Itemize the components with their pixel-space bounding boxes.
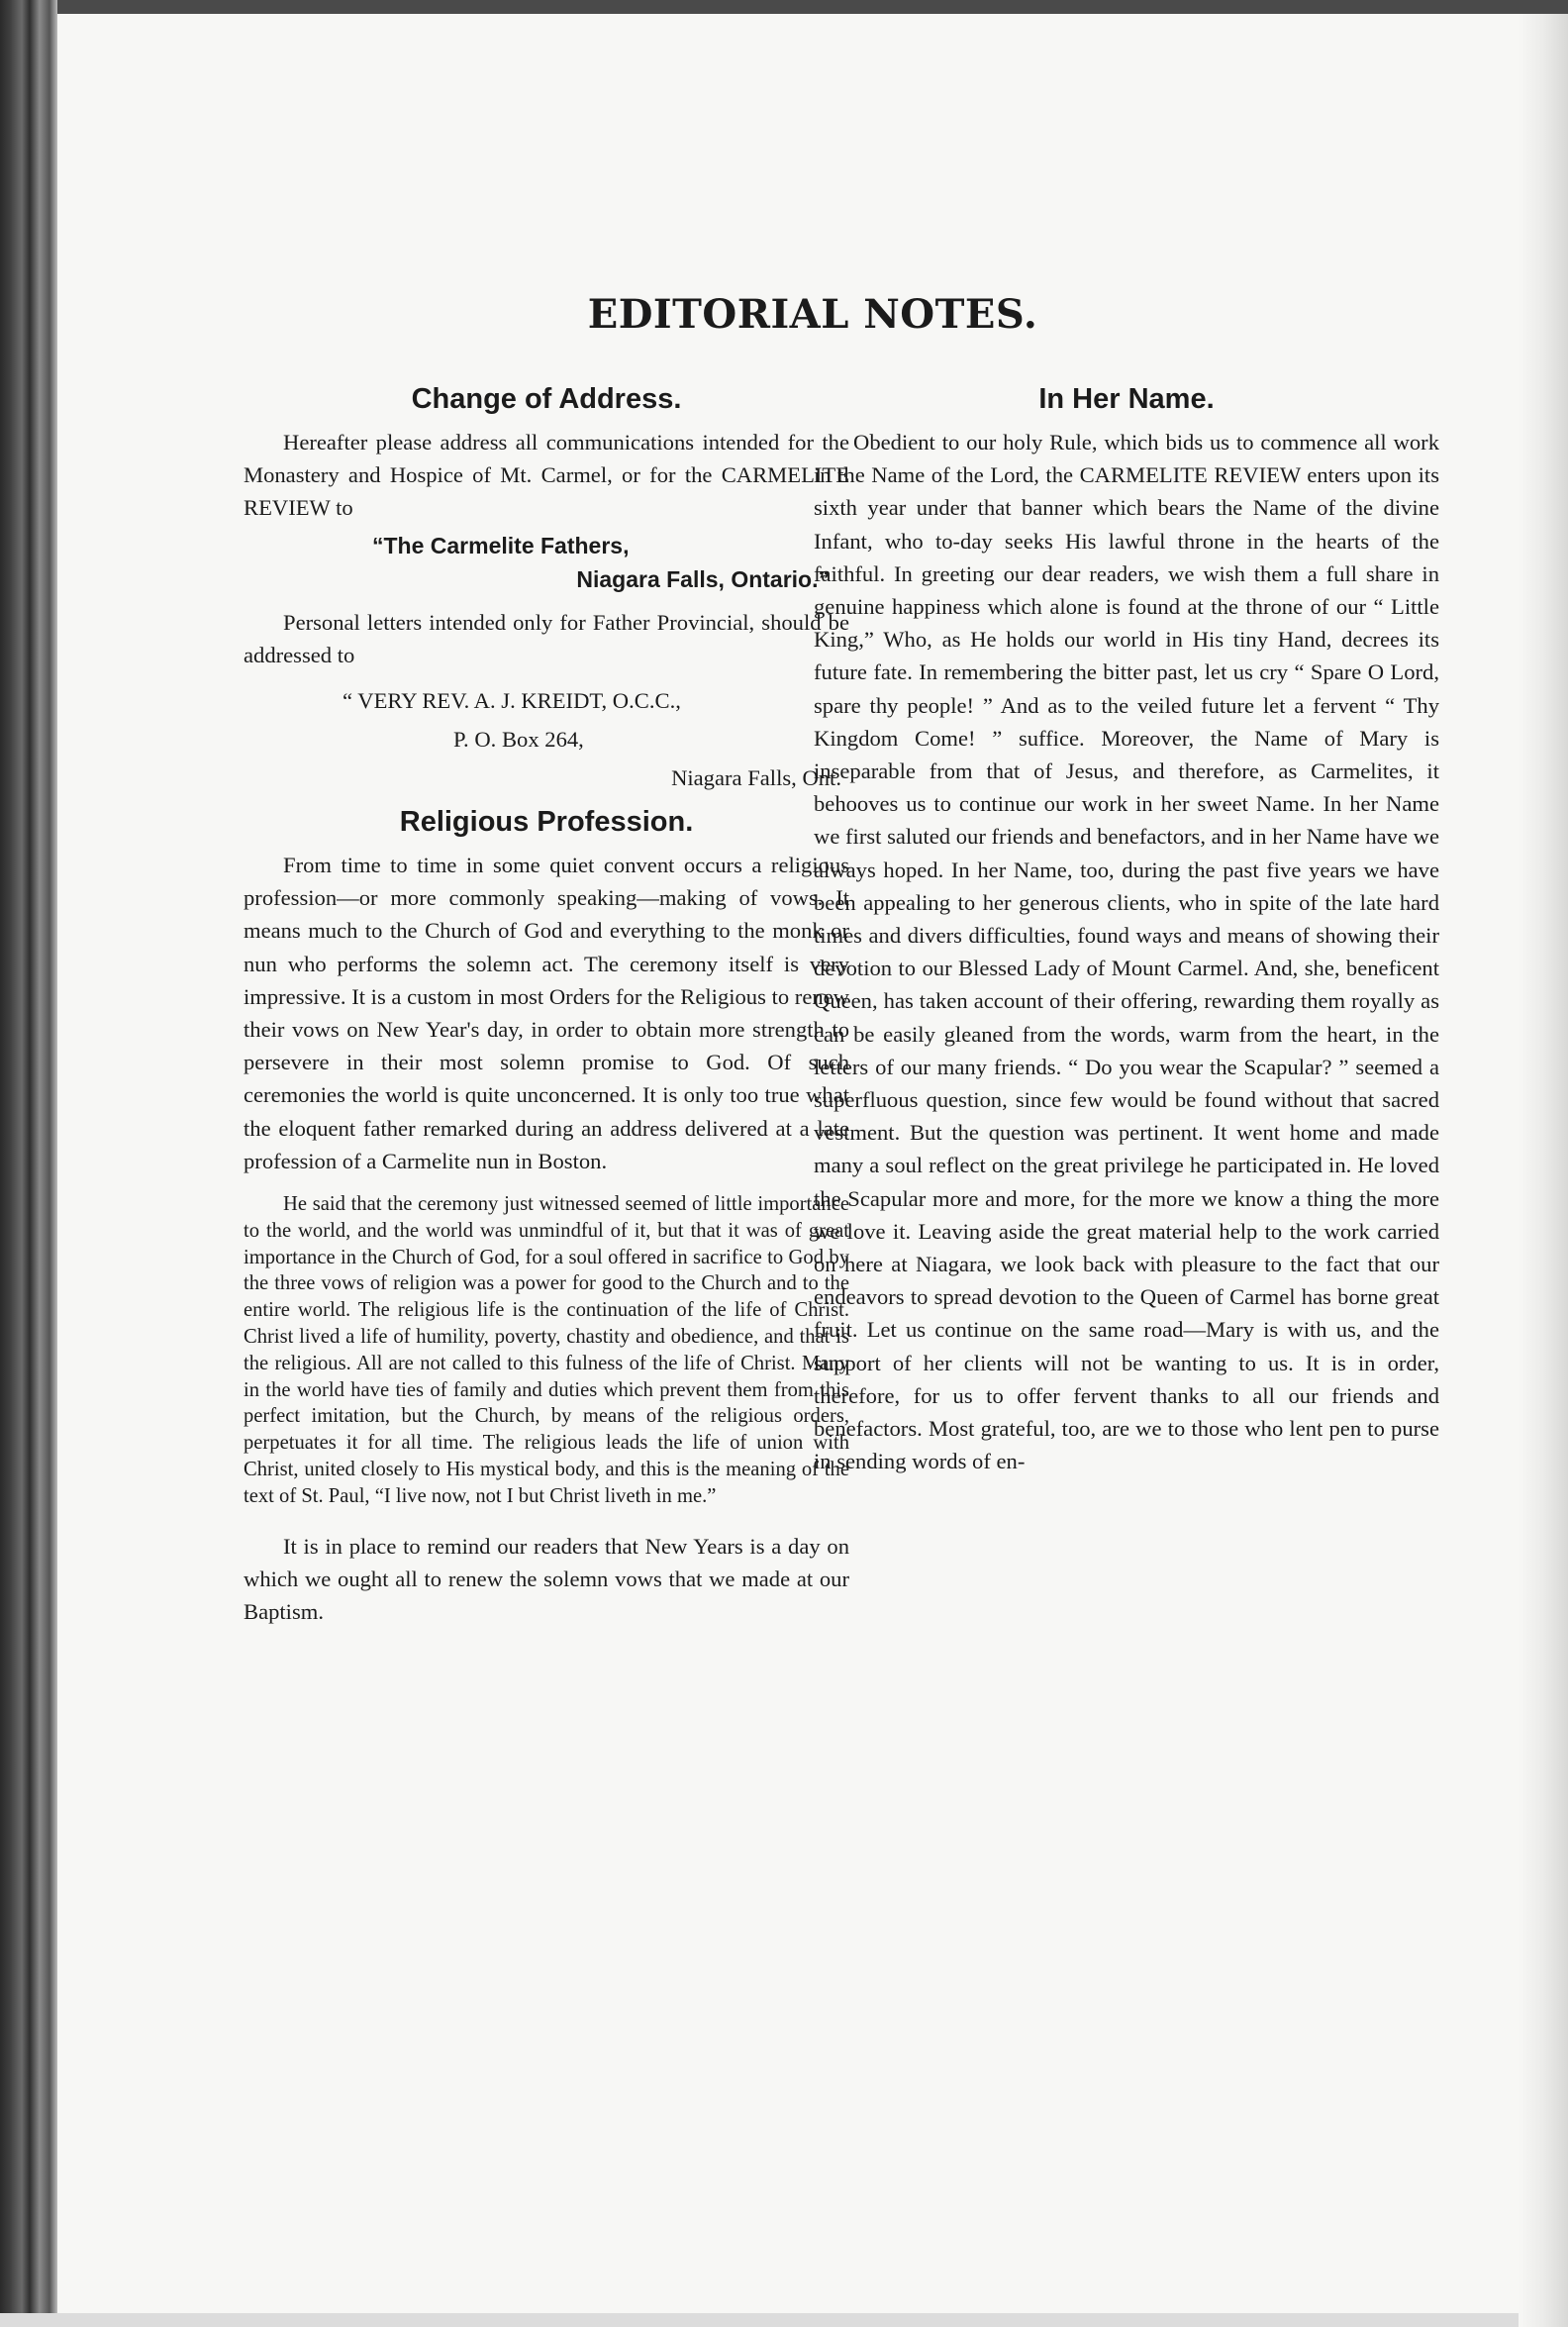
religious-profession-closing: It is in place to remind our readers that New Years is a day on which we ought all to renew the solemn vows that we made at our Baptism. <box>244 1533 849 1625</box>
personal-letters-text: Personal letters intended only for Father Provincial, should be addressed to <box>244 609 849 667</box>
book-spine <box>0 0 57 2313</box>
religious-profession-heading: Religious Profession. <box>399 806 694 839</box>
right-column <box>814 382 1439 1478</box>
in-her-name-heading: In Her Name. <box>1038 383 1215 415</box>
postal-line-1: “ VERY REV. A. J. KREIDT, O.C.C., <box>343 688 681 714</box>
postal-line-3: Niagara Falls, Ont. <box>671 765 841 791</box>
religious-profession-quote: He said that the ceremony just witnessed seemed of little importance to the world, and the world was unmindful of it, but that it was of great importance in the Church of God, for a soul offered in sacrifice to God by the three vows of religion was a power for good to the Church and to the entire world. The religious life is the continuation of the life of Christ. Christ lived a life of humility, poverty, chastity and obedience, and that is the religious. All are not called to this fulness of the life of Christ. Many in the world have ties of family and duties which prevent them from this perfect imitation, but the Church, by means of the religious orders, perpetuates it for all time. The religious leads the life of union with Christ, united closely to His mystical body, and this is the meaning of the text of St. Paul, “I live now, not I but Christ liveth in me.” <box>244 1193 849 1507</box>
left-column <box>244 382 849 1628</box>
provincial-address <box>244 681 849 797</box>
religious-profession-paragraph: From time to time in some quiet convent occurs a religious profession—or more commonly speaking—making of vows. It means much to the Church of God and everything to the monk or nun who performs the solemn act. The ceremony itself is very impressive. It is a custom in most Orders for the Religious to renew their vows on New Year's day, in order to obtain more strength to persevere in their most solemn promise to God. Of such ceremonies the world is quite unconcerned. It is only too true what the eloquent father remarked during an address delivered at a late profession of a Carmelite nun in Boston. <box>244 853 849 1173</box>
scan-top-edge <box>0 0 1568 14</box>
carmelite-fathers-address <box>244 529 849 596</box>
page-right-shadow <box>1519 14 1568 2327</box>
page-title: EDITORIAL NOTES. <box>587 291 1038 338</box>
address-line-2: Niagara Falls, Ontario.” <box>576 565 830 592</box>
page-sheet <box>57 14 1568 2313</box>
postal-line-2: P. O. Box 264, <box>453 727 584 753</box>
change-of-address-heading: Change of Address. <box>411 383 682 415</box>
address-line-1: “The Carmelite Fathers, <box>372 532 630 558</box>
change-of-address-text: Hereafter please address all communications intended for the Monastery and Hospice of Mt. Carmel, or for the CARMELITE REVIEW to <box>244 430 849 521</box>
in-her-name-body: Obedient to our holy Rule, which bids us to commence all work in the Name of the Lord, the CARMELITE REVIEW enters upon its sixth year under that banner which bears the Name of the divine Infant, who to-day seeks His lawful throne in the hearts of the faithful. In greeting our dear readers, we wish them a full share in genuine happiness which alone is found at the throne of our “ Little King,” Who, as He holds our world in His tiny Hand, decrees its future fate. In remembering the bitter past, let us cry “ Spare O Lord, spare thy people! ” And as to the veiled future let a fervent “ Thy Kingdom Come! ” suffice. Moreover, the Name of Mary is inseparable from that of Jesus, and therefore, as Carmelites, it behooves us to continue our work in her sweet Name. In her Name we first saluted our friends and benefactors, and in her Name have we always hoped. In her Name, too, during the past five years we have been appealing to her generous clients, who in spite of the late hard times and divers difficulties, found ways and means of showing their devotion to our Blessed Lady of Mount Carmel. And, she, beneficent Queen, has taken account of their offering, rewarding them royally as can be easily gleaned from the words, warm from the heart, in the letters of our many friends. “ Do you wear the Scapular? ” seemed a superfluous question, since few would be found without that sacred vestment. But the question was pertinent. It went home and made many a soul reflect on the great privilege he participated in. He loved the Scapular more and more, for the more we know a thing the more we love it. Leaving aside the great material help to the work carried on here at Niagara, we look back with pleasure to the fact that our endeavors to spread devotion to the Queen of Carmel has borne great fruit. Let us continue on the same road—Mary is with us, and the support of her clients will not be wanting to us. It is in order, therefore, for us to offer fervent thanks to all our friends and benefactors. Most grateful, too, are we to those who lent pen to purse in sending words of en- <box>814 430 1439 1474</box>
